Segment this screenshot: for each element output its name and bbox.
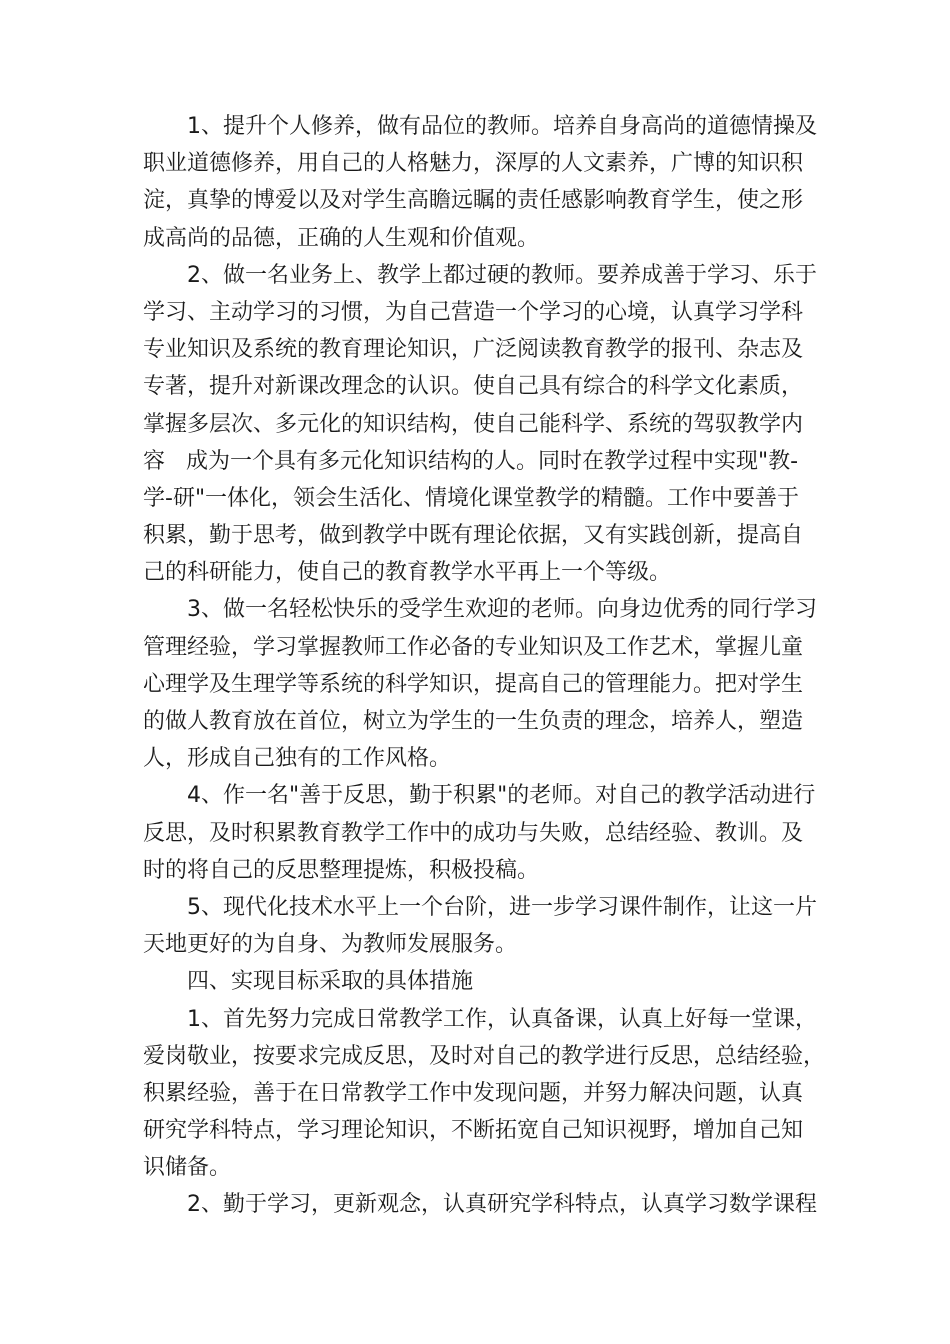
text-line: 1、提升个人修养，做有品位的教师。培养自身高尚的道德情操及 <box>187 114 817 139</box>
text-line: 识储备。 <box>143 1155 232 1181</box>
text-line: 学习、主动学习的习惯，为自己营造一个学习的心境，认真学习学科 <box>143 299 804 325</box>
text-line: 研究学科特点，学习理论知识，不断拓宽自己知识视野，增加自己知 <box>143 1118 804 1144</box>
section-heading <box>143 963 811 1000</box>
paragraph-3 <box>143 591 817 777</box>
text-line: 时的将自己的反思整理提炼，积极投稿。 <box>143 857 540 883</box>
heading-line: 四、实现目标采取的具体措施 <box>187 969 474 995</box>
text-line: 掌握多层次、多元化的知识结构，使自己能科学、系统的驾驭教学内 <box>143 411 804 437</box>
paragraph-1 <box>143 108 817 257</box>
text-line: 积累经验，善于在日常教学工作中发现问题，并努力解决问题，认真 <box>143 1080 804 1106</box>
text-line: 心理学及生理学等系统的科学知识，提高自己的管理能力。把对学生 <box>143 671 804 697</box>
text-line: 的做人教育放在首位，树立为学生的一生负责的理念，培养人，塑造 <box>143 709 804 734</box>
text-line: 学-研"一体化，领会生活化、情境化课堂教学的精髓。工作中要善于 <box>143 485 800 511</box>
text-line: 成高尚的品德，正确的人生观和价值观。 <box>143 225 540 251</box>
document-body <box>143 108 826 1224</box>
text-line: 积累，勤于思考，做到教学中既有理论依据，又有实践创新，提高自 <box>143 523 804 549</box>
text-line: 爱岗敬业，按要求完成反思，及时对自己的教学进行反思，总结经验， <box>143 1043 826 1069</box>
text-line: 2、做一名业务上、教学上都过硬的教师。要养成善于学习、乐于 <box>187 262 817 288</box>
text-line: 人，形成自己独有的工作风格。 <box>143 746 452 772</box>
text-line: 容 成为一个具有多元化知识结构的人。同时在教学过程中实现"教- <box>143 448 799 474</box>
text-line: 反思，及时积累教育教学工作中的成功与失败，总结经验、教训。及 <box>143 820 804 846</box>
text-line: 专著，提升对新课改理念的认识。使自己具有综合的科学文化素质， <box>143 374 804 400</box>
text-line: 2、勤于学习，更新观念，认真研究学科特点，认真学习数学课程 <box>187 1192 817 1218</box>
text-line: 5、现代化技术水平上一个台阶，进一步学习课件制作，让这一片 <box>187 894 817 920</box>
text-line: 职业道德修养，用自己的人格魅力，深厚的人文素养，广博的知识积 <box>143 151 804 177</box>
text-line: 管理经验，学习掌握教师工作必备的专业知识及工作艺术，掌握儿童 <box>143 634 804 660</box>
paragraph-6 <box>143 1001 826 1187</box>
paragraph-2 <box>143 257 817 592</box>
text-line: 1、首先努力完成日常教学工作，认真备课，认真上好每一堂课， <box>187 1006 817 1032</box>
text-line: 专业知识及系统的教育理论知识，广泛阅读教育教学的报刊、杂志及 <box>143 337 804 363</box>
text-line: 天地更好的为自身、为教师发展服务。 <box>143 932 518 958</box>
text-line: 3、做一名轻松快乐的受学生欢迎的老师。向身边优秀的同行学习 <box>187 597 817 623</box>
paragraph-4 <box>143 777 816 889</box>
text-line: 淀，真挚的博爱以及对学生高瞻远瞩的责任感影响教育学生，使之形 <box>143 188 804 214</box>
text-line: 4、作一名"善于反思，勤于积累"的老师。对自己的教学活动进行 <box>187 783 816 809</box>
paragraph-7 <box>143 1186 817 1223</box>
text-line: 己的科研能力，使自己的教育教学水平再上一个等级。 <box>143 560 672 586</box>
paragraph-5 <box>143 889 817 963</box>
